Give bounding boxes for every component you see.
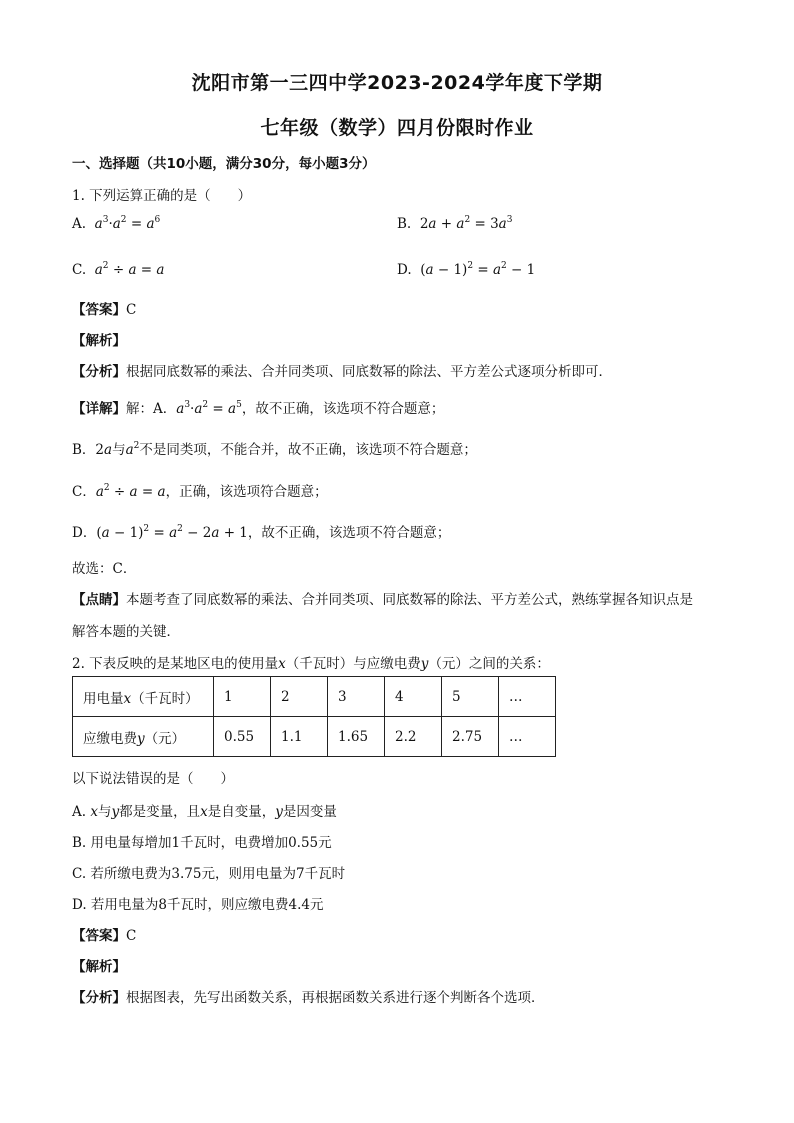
q2-fenxi-text: 根据图表，先写出函数关系，再根据函数关系进行逐个判断各个选项．: [126, 990, 545, 1006]
q1-comment: 【点睛】本题考查了同底数幂的乘法、合并同类项、同底数幂的除法、平方差公式，熟练掌握各知识点是: [72, 592, 693, 608]
q1-detail-d: D．$(a - 1)^2 = a^2 - 2a + 1$，故不正确，该选项不符合题意；: [72, 524, 451, 541]
q2-data-table: [72, 676, 556, 757]
q1-comment-cont: 解答本题的关键．: [72, 624, 180, 640]
q2-analysis-tag: 【解析】: [72, 959, 126, 975]
table-cell: 1: [214, 677, 271, 717]
q1-answer-tag: 【答案】: [72, 302, 126, 318]
table-cell: 2.2: [385, 717, 442, 757]
q1-detail-b-formula1: 2a: [95, 442, 113, 458]
document-title: 沈阳市第一三四中学2023-2024学年度下学期: [191, 72, 603, 94]
q1-option-c: [72, 262, 164, 278]
q1-detail-b: B．2a与$a^2$不是同类项，不能合并，故不正确，该选项不符合题意；: [72, 441, 477, 458]
q1-option-a: [72, 216, 160, 232]
q1-answer-value: C: [126, 302, 137, 318]
q2-option-d: D. 若用电量为8千瓦时，则应缴电费4.4元: [72, 897, 324, 913]
q1-option-b-label: B.: [397, 216, 412, 232]
table-header-usage: 用电量x（千瓦时）: [73, 677, 214, 717]
q1-detail-a: 【详解】解：A．$a^3\cdot a^2 = a^5$，故不正确，该选项不符合题意；: [72, 400, 445, 417]
q1-detail-tag: 【详解】: [72, 401, 126, 417]
table-cell: 3: [328, 677, 385, 717]
q1-detail-c-formula: $a^2 \div a = a$: [95, 483, 166, 500]
q1-option-c-formula: $a^2 \div a = a$: [94, 261, 165, 278]
q2-option-b: B. 用电量每增加1千瓦时，电费增加0.55元: [72, 835, 332, 851]
q2-answer: [72, 924, 136, 944]
q2-option-c: C. 若所缴电费为3.75元，则用电量为7千瓦时: [72, 866, 346, 882]
q1-option-a-formula: $a^3\cdot a^2 = a^6$: [94, 215, 161, 232]
q1-choose: 故选：C．: [72, 561, 137, 577]
q1-answer: [72, 298, 136, 318]
q1-detail-c: C．$a^2 \div a = a$，正确，该选项符合题意；: [72, 483, 328, 500]
table-cell: 2.75: [442, 717, 499, 757]
table-cell: 1.65: [328, 717, 385, 757]
table-row: [73, 717, 556, 757]
q1-option-b-formula: $2a + a^2 = 3a^3$: [419, 215, 513, 232]
q2-fenxi-tag: 【分析】: [72, 990, 126, 1006]
q2-question: 以下说法错误的是（ ）: [72, 771, 234, 787]
q1-option-c-label: C.: [72, 262, 87, 278]
q1-option-b: [397, 216, 512, 232]
q1-option-d: [397, 262, 535, 278]
q2-fenxi: [72, 986, 545, 1006]
q2-answer-tag: 【答案】: [72, 928, 126, 944]
table-cell: 2: [271, 677, 328, 717]
q1-stem: 1. 下列运算正确的是（ ）: [72, 188, 252, 204]
section-heading: 一、选择题（共10小题，满分30分，每小题3分）: [72, 156, 376, 172]
q1-analysis-tag: 【解析】: [72, 333, 126, 349]
table-cell: …: [499, 677, 556, 717]
q1-option-d-formula: $(a - 1)^2 = a^2 - 1$: [420, 261, 536, 278]
q1-option-a-label: A.: [72, 216, 87, 232]
table-cell: 5: [442, 677, 499, 717]
q1-fenxi-text: 根据同底数幂的乘法、合并同类项、同底数幂的除法、平方差公式逐项分析即可．: [126, 364, 612, 380]
table-cell: 0.55: [214, 717, 271, 757]
q1-comment-tag: 【点睛】: [72, 592, 126, 608]
q1-option-d-label: D.: [397, 262, 412, 278]
table-cell: 1.1: [271, 717, 328, 757]
q2-option-a: A. x与y都是变量，且x是自变量，y是因变量: [72, 804, 337, 820]
table-row: [73, 677, 556, 717]
table-header-fee: 应缴电费y（元）: [73, 717, 214, 757]
q2-stem: 2. 下表反映的是某地区电的使用量x（千瓦时）与应缴电费y（元）之间的关系：: [72, 656, 550, 672]
q1-detail-d-formula: $(a - 1)^2 = a^2 - 2a + 1$: [96, 524, 248, 541]
q1-fenxi: [72, 360, 612, 380]
q2-answer-value: C: [126, 928, 137, 944]
table-cell: …: [499, 717, 556, 757]
q1-detail-a-formula: $a^3\cdot a^2 = a^5$: [176, 400, 242, 417]
document-subtitle: 七年级（数学）四月份限时作业: [260, 117, 534, 139]
table-cell: 4: [385, 677, 442, 717]
q1-fenxi-tag: 【分析】: [72, 364, 126, 380]
q1-detail-b-formula2: $a^2$: [125, 441, 140, 458]
